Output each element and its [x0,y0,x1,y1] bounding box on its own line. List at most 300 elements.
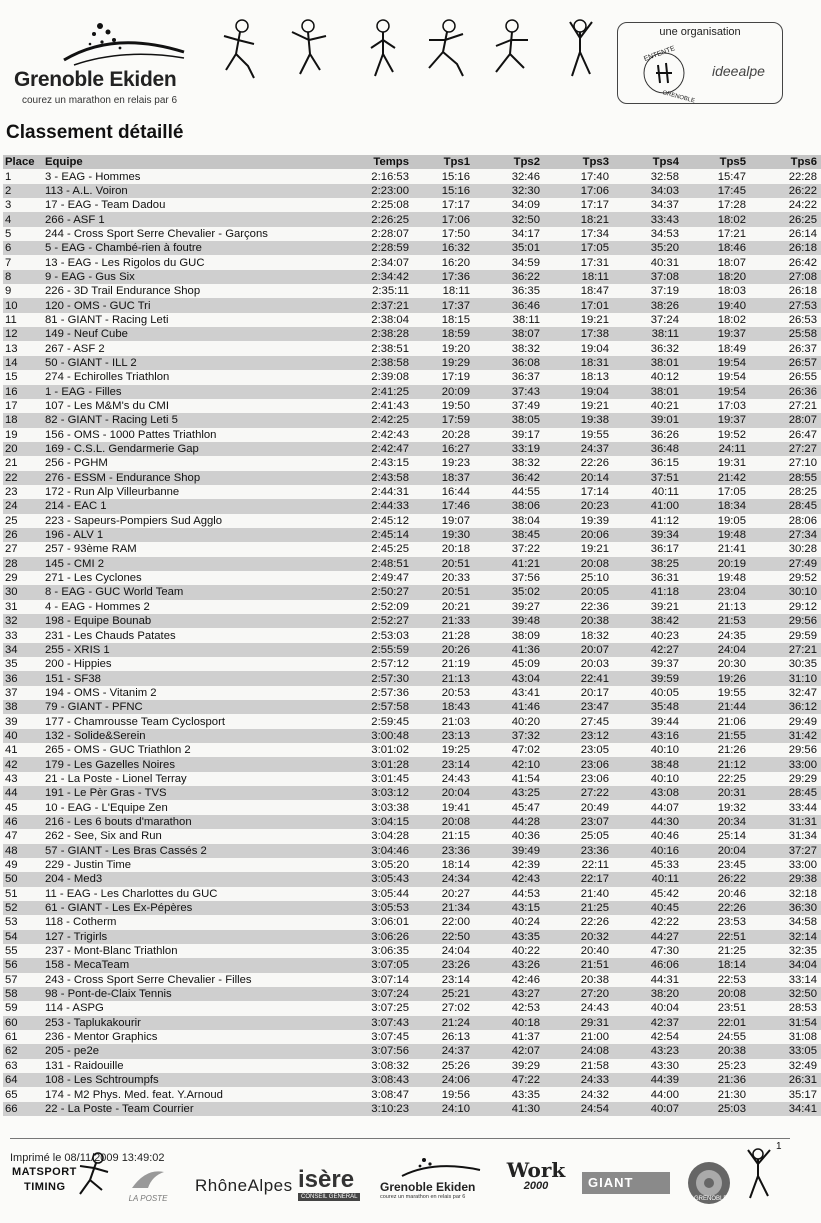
tps3-cell: 20:05 [580,586,609,599]
entente-logo-text: ENTENTE [643,45,677,63]
tps2-cell: 36:08 [511,356,540,369]
tps2-cell: 43:25 [511,787,540,800]
time-cell: 3:06:01 [371,916,409,929]
table-row [3,614,821,628]
table-row [3,413,821,427]
place-cell: 20 [5,443,18,456]
table-row [3,958,821,972]
tps6-cell: 32:14 [788,930,817,943]
time-cell: 2:52:27 [371,615,409,628]
tps5-cell: 20:08 [717,988,746,1001]
tps5-cell: 19:05 [717,514,746,527]
place-cell: 49 [5,859,18,872]
tps2-cell: 41:54 [511,772,540,785]
tps1-cell: 23:36 [441,844,470,857]
team-cell: 13 - EAG - Les Rigolos du GUC [45,256,205,269]
tps6-cell: 26:25 [788,213,817,226]
tps1-cell: 21:13 [441,672,470,685]
tps5-cell: 20:34 [717,815,746,828]
tps5-cell: 22:53 [717,973,746,986]
tps6-cell: 31:54 [788,1016,817,1029]
table-row [3,901,821,915]
time-cell: 3:04:28 [371,830,409,843]
column-header-tps5: Tps5 [719,156,746,169]
tps3-cell: 22:41 [580,672,609,685]
time-cell: 2:57:58 [371,701,409,714]
time-cell: 3:01:28 [371,758,409,771]
tps5-cell: 24:11 [718,443,746,456]
tps2-cell: 33:19 [511,443,540,456]
tps6-cell: 31:31 [788,815,817,828]
place-cell: 66 [5,1102,18,1115]
table-row [3,1087,821,1101]
tps5-cell: 19:54 [717,356,746,369]
time-cell: 2:43:15 [371,457,409,470]
team-cell: 107 - Les M&M's du CMI [45,400,169,413]
table-row [3,327,821,341]
tps6-cell: 27:49 [788,557,817,570]
tps6-cell: 34:41 [788,1102,817,1115]
tps4-cell: 43:23 [650,1045,679,1058]
runner-dots-icon [394,1156,484,1180]
tps5-cell: 17:45 [717,184,746,197]
tps2-cell: 39:17 [511,428,540,441]
tps4-cell: 36:32 [650,342,679,355]
table-row [3,815,821,829]
tps4-cell: 38:01 [650,356,679,369]
tps1-cell: 19:56 [441,1088,470,1101]
tps6-cell: 29:29 [788,772,817,785]
time-cell: 3:01:02 [371,744,409,757]
tps4-cell: 37:51 [650,471,679,484]
team-cell: 237 - Mont-Blanc Triathlon [45,945,178,958]
team-cell: 98 - Pont-de-Claix Tennis [45,988,172,1001]
printed-timestamp: Imprimé le 08/11/2009 13:49:02 [10,1152,165,1164]
place-cell: 54 [5,930,18,943]
column-header-tps1: Tps1 [443,156,470,169]
tps1-cell: 18:37 [441,471,470,484]
place-cell: 6 [5,242,12,255]
tps4-cell: 38:48 [650,758,679,771]
tps6-cell: 29:59 [788,629,817,642]
tps1-cell: 23:14 [441,973,470,986]
tps5-cell: 19:54 [717,371,746,384]
tps6-cell: 26:31 [788,1074,817,1087]
column-header-tps3: Tps3 [582,156,609,169]
tps6-cell: 28:07 [788,414,817,427]
isere-text: isère [298,1166,355,1193]
tps6-cell: 26:14 [788,227,817,240]
place-cell: 33 [5,629,18,642]
tps2-cell: 38:05 [511,414,540,427]
tps5-cell: 19:48 [717,572,746,585]
table-row [3,987,821,1001]
tps6-cell: 35:17 [788,1088,817,1101]
tps3-cell: 18:11 [581,270,609,283]
tps3-cell: 17:05 [580,242,609,255]
tps2-cell: 37:49 [511,400,540,413]
tps5-cell: 18:07 [717,256,746,269]
tps4-cell: 39:59 [650,672,679,685]
tps4-cell: 44:07 [650,801,679,814]
tps4-cell: 34:53 [650,227,679,240]
table-row [3,930,821,944]
tps3-cell: 20:07 [580,643,609,656]
tps5-cell: 22:01 [717,1016,746,1029]
table-row [3,844,821,858]
tps6-cell: 31:42 [788,729,817,742]
tps1-cell: 20:51 [441,586,470,599]
tps1-cell: 21:34 [441,902,470,915]
tps1-cell: 18:15 [441,313,470,326]
tps4-cell: 41:18 [650,586,679,599]
tps4-cell: 40:11 [651,873,679,886]
tps1-cell: 16:27 [441,443,470,456]
tps4-cell: 45:42 [650,887,679,900]
tps3-cell: 23:05 [580,744,609,757]
table-row [3,1059,821,1073]
team-cell: 1 - EAG - Filles [45,385,122,398]
team-cell: 11 - EAG - Les Charlottes du GUC [45,887,218,900]
tps5-cell: 22:51 [717,930,746,943]
tps2-cell: 44:28 [511,815,540,828]
time-cell: 2:41:25 [371,385,409,398]
table-row [3,657,821,671]
team-cell: 231 - Les Chauds Patates [45,629,176,642]
tps5-cell: 20:30 [717,658,746,671]
time-cell: 2:28:07 [371,227,409,240]
grenoble-seal-icon [686,1160,732,1206]
team-cell: 255 - XRIS 1 [45,643,110,656]
table-row [3,270,821,284]
tps3-cell: 24:43 [580,1002,609,1015]
place-cell: 39 [5,715,18,728]
tps6-cell: 32:18 [788,887,817,900]
place-cell: 34 [5,643,18,656]
tps5-cell: 19:32 [717,801,746,814]
tps3-cell: 17:06 [580,184,609,197]
tps3-cell: 20:14 [580,471,609,484]
tps1-cell: 15:16 [441,170,470,183]
time-cell: 3:01:45 [371,772,409,785]
tps4-cell: 40:11 [651,486,679,499]
tps3-cell: 19:21 [580,543,609,556]
tps4-cell: 37:19 [650,285,679,298]
tps2-cell: 42:46 [511,973,540,986]
place-cell: 61 [5,1031,18,1044]
tps4-cell: 42:54 [650,1031,679,1044]
tps4-cell: 40:31 [650,256,679,269]
team-cell: 216 - Les 6 bouts d'marathon [45,815,192,828]
team-cell: 244 - Cross Sport Serre Chevalier - Garçons [45,227,268,240]
tps5-cell: 21:06 [717,715,746,728]
place-cell: 53 [5,916,18,929]
tps3-cell: 21:00 [580,1031,609,1044]
tps4-cell: 45:33 [650,859,679,872]
tps6-cell: 26:55 [788,371,817,384]
tps5-cell: 21:53 [717,615,746,628]
tps1-cell: 24:10 [441,1102,470,1115]
tps2-cell: 41:36 [511,643,540,656]
tps5-cell: 23:45 [717,859,746,872]
tps1-cell: 18:59 [441,328,470,341]
tps5-cell: 20:19 [717,557,746,570]
place-cell: 59 [5,1002,18,1015]
tps6-cell: 26:37 [788,342,817,355]
team-cell: 3 - EAG - Hommes [45,170,141,183]
place-cell: 29 [5,572,18,585]
tps3-cell: 21:51 [580,959,609,972]
tps5-cell: 21:36 [717,1074,746,1087]
tps5-cell: 19:55 [717,686,746,699]
tps5-cell: 18:02 [717,313,746,326]
runner-icon [220,18,260,84]
table-row [3,184,821,198]
time-cell: 3:07:43 [371,1016,409,1029]
place-cell: 50 [5,873,18,886]
tps2-cell: 37:32 [511,729,540,742]
tps5-cell: 21:41 [717,543,746,556]
time-cell: 2:55:59 [371,643,409,656]
tps3-cell: 19:55 [580,428,609,441]
tps4-cell: 34:03 [650,184,679,197]
tps5-cell: 17:21 [717,227,746,240]
tps2-cell: 39:48 [511,615,540,628]
logo-tagline: courez un marathon en relais par 6 [22,95,178,106]
place-cell: 27 [5,543,18,556]
place-cell: 15 [5,371,18,384]
tps5-cell: 21:13 [717,600,746,613]
tps1-cell: 16:32 [441,242,470,255]
tps6-cell: 26:22 [788,184,817,197]
tps5-cell: 21:44 [717,701,746,714]
laposte-bird-icon [128,1166,168,1194]
tps5-cell: 19:26 [717,672,746,685]
team-cell: 82 - GIANT - Racing Leti 5 [45,414,178,427]
tps5-cell: 18:46 [717,242,746,255]
tps1-cell: 19:50 [441,400,470,413]
time-cell: 3:07:24 [371,988,409,1001]
tps6-cell: 34:58 [788,916,817,929]
time-cell: 2:43:58 [371,471,409,484]
place-cell: 9 [5,285,12,298]
team-cell: 200 - Hippies [45,658,112,671]
place-cell: 2 [5,184,12,197]
runner-icon [290,18,330,84]
tps5-cell: 23:04 [717,586,746,599]
team-cell: 257 - 93ème RAM [45,543,137,556]
tps6-cell: 28:45 [788,787,817,800]
place-cell: 24 [5,500,18,513]
time-cell: 2:38:04 [371,313,409,326]
time-cell: 3:05:43 [371,873,409,886]
tps3-cell: 24:08 [580,1045,609,1058]
place-cell: 41 [5,744,18,757]
time-cell: 3:08:43 [371,1074,409,1087]
tps2-cell: 37:22 [511,543,540,556]
tps1-cell: 19:41 [441,801,470,814]
tps2-cell: 40:24 [511,916,540,929]
place-cell: 12 [5,328,18,341]
tps3-cell: 23:36 [580,844,609,857]
tps6-cell: 30:35 [788,658,817,671]
tps1-cell: 17:50 [441,227,470,240]
table-row [3,528,821,542]
place-cell: 17 [5,400,18,413]
table-row [3,212,821,226]
tps5-cell: 19:48 [717,529,746,542]
tps4-cell: 40:23 [650,629,679,642]
tps1-cell: 20:27 [441,887,470,900]
tps6-cell: 27:21 [788,643,817,656]
tps5-cell: 20:04 [717,844,746,857]
table-row [3,370,821,384]
tps5-cell: 23:51 [717,1002,746,1015]
table-row [3,887,821,901]
team-cell: 229 - Justin Time [45,859,132,872]
place-cell: 57 [5,973,18,986]
place-cell: 65 [5,1088,18,1101]
results-body [3,169,821,1116]
tps5-cell: 21:12 [717,758,746,771]
matsport-text: MATSPORT [12,1166,77,1178]
tps1-cell: 17:06 [441,213,470,226]
team-cell: 174 - M2 Phys. Med. feat. Y.Arnoud [45,1088,223,1101]
table-row [3,313,821,327]
tps2-cell: 38:07 [511,328,540,341]
tps6-cell: 31:34 [788,830,817,843]
organisation-box [617,22,783,104]
tps6-cell: 24:22 [788,199,817,212]
page-header [0,0,800,118]
tps2-cell: 36:37 [511,371,540,384]
work2000-logo [506,1160,566,1192]
tps1-cell: 17:36 [441,270,470,283]
place-cell: 38 [5,701,18,714]
tps4-cell: 41:12 [650,514,679,527]
table-row [3,456,821,470]
team-cell: 177 - Chamrousse Team Cyclosport [45,715,225,728]
tps1-cell: 16:20 [441,256,470,269]
tps3-cell: 22:26 [580,916,609,929]
tps2-cell: 38:32 [511,342,540,355]
team-cell: 276 - ESSM - Endurance Shop [45,471,201,484]
tps1-cell: 17:37 [441,299,470,312]
tps3-cell: 23:47 [580,701,609,714]
tps4-cell: 40:46 [650,830,679,843]
tps6-cell: 32:49 [788,1059,817,1072]
team-cell: 4 - EAG - Hommes 2 [45,600,150,613]
tps1-cell: 17:17 [441,199,470,212]
tps2-cell: 34:59 [511,256,540,269]
table-row [3,356,821,370]
tps6-cell: 29:49 [788,715,817,728]
place-cell: 47 [5,830,18,843]
time-cell: 2:35:11 [372,285,409,298]
tps4-cell: 36:17 [650,543,679,556]
tps1-cell: 19:07 [441,514,470,527]
tps6-cell: 26:57 [788,356,817,369]
tps1-cell: 22:50 [441,930,470,943]
tps4-cell: 42:27 [650,643,679,656]
team-cell: 223 - Sapeurs-Pompiers Sud Agglo [45,514,223,527]
tps3-cell: 17:38 [580,328,609,341]
table-row [3,255,821,269]
tps5-cell: 21:55 [717,729,746,742]
tps1-cell: 20:04 [441,787,470,800]
tps2-cell: 45:09 [511,658,540,671]
tps1-cell: 17:46 [441,500,470,513]
tps3-cell: 20:49 [580,801,609,814]
table-row [3,600,821,614]
tps3-cell: 22:26 [580,457,609,470]
time-cell: 3:08:32 [371,1059,409,1072]
table-row [3,729,821,743]
tps3-cell: 19:38 [580,414,609,427]
place-cell: 51 [5,887,18,900]
place-cell: 22 [5,471,18,484]
team-cell: 8 - EAG - GUC World Team [45,586,184,599]
team-cell: 5 - EAG - Chambé-rien à foutre [45,242,202,255]
tps3-cell: 29:31 [580,1016,609,1029]
tps1-cell: 19:23 [441,457,470,470]
tps6-cell: 33:14 [788,973,817,986]
tps6-cell: 33:44 [788,801,817,814]
team-cell: 120 - OMS - GUC Tri [45,299,151,312]
place-cell: 16 [5,385,18,398]
tps6-cell: 29:52 [788,572,817,585]
tps3-cell: 24:54 [580,1102,609,1115]
tps4-cell: 44:31 [650,973,679,986]
time-cell: 3:05:44 [371,887,409,900]
tps3-cell: 18:13 [580,371,609,384]
tps2-cell: 38:06 [511,500,540,513]
tps3-cell: 21:25 [580,902,609,915]
tps2-cell: 42:07 [511,1045,540,1058]
tps2-cell: 34:17 [511,227,540,240]
tps5-cell: 19:31 [717,457,746,470]
place-cell: 19 [5,428,18,441]
place-cell: 35 [5,658,18,671]
time-cell: 3:06:26 [371,930,409,943]
tps4-cell: 39:21 [650,600,679,613]
time-cell: 2:28:59 [371,242,409,255]
time-cell: 3:03:38 [371,801,409,814]
tps6-cell: 33:05 [788,1045,817,1058]
table-row [3,1044,821,1058]
tps2-cell: 32:30 [511,184,540,197]
runner-icon [425,18,469,84]
tps3-cell: 17:34 [580,227,609,240]
tps4-cell: 40:45 [650,902,679,915]
tps5-cell: 25:23 [717,1059,746,1072]
tps3-cell: 25:10 [580,572,609,585]
place-cell: 32 [5,615,18,628]
place-cell: 5 [5,227,12,240]
tps1-cell: 20:51 [441,557,470,570]
tps2-cell: 41:30 [511,1102,540,1115]
tps1-cell: 21:24 [441,1016,470,1029]
table-row [3,671,821,685]
tps6-cell: 36:12 [788,701,817,714]
tps2-cell: 38:04 [511,514,540,527]
tps6-cell: 29:56 [788,615,817,628]
place-cell: 62 [5,1045,18,1058]
tps1-cell: 15:16 [441,184,470,197]
tps4-cell: 35:48 [650,701,679,714]
time-cell: 3:00:48 [371,729,409,742]
place-cell: 30 [5,586,18,599]
